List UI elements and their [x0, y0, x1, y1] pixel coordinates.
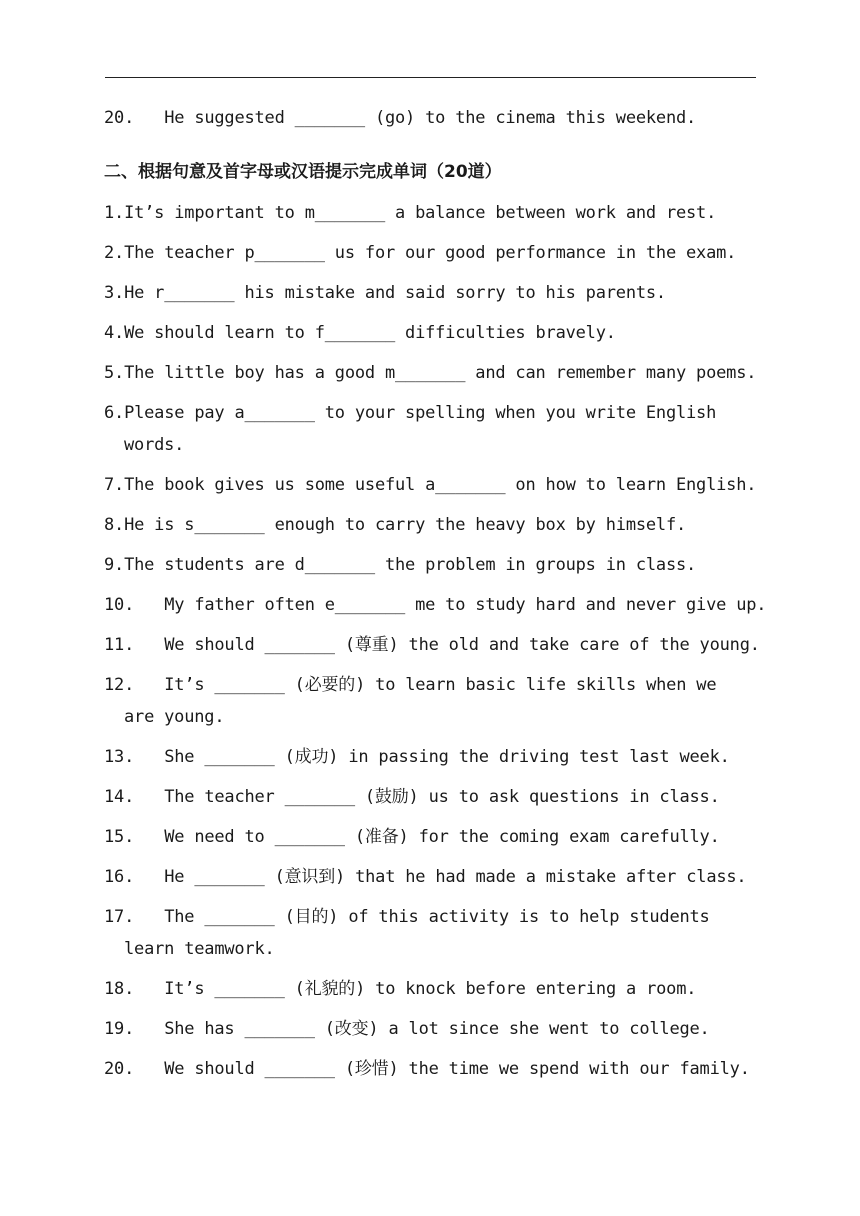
list-item-continuation: learn teamwork. — [124, 939, 275, 959]
list-item: 9.The students are d_______ the problem in groups in class. — [104, 555, 697, 575]
list-item: 3.He r_______ his mistake and said sorry to his parents. — [104, 283, 666, 303]
list-item-continuation: are young. — [124, 707, 225, 727]
pre-item: 20. He suggested _______ (go) to the cinema this weekend. — [104, 108, 697, 128]
list-item: 14. The teacher _______ (鼓励) us to ask questions in class. — [104, 787, 720, 807]
list-item: 8.He is s_______ enough to carry the heavy box by himself. — [104, 515, 687, 535]
list-item: 17. The _______ (目的) of this activity is to help students — [104, 907, 710, 927]
list-item: 19. She has _______ (改变) a lot since she went to college. — [104, 1019, 710, 1039]
list-item: 5.The little boy has a good m_______ and can remember many poems. — [104, 363, 757, 383]
list-item: 4.We should learn to f_______ difficulties bravely. — [104, 323, 616, 343]
list-item: 7.The book gives us some useful a_______ on how to learn English. — [104, 475, 757, 495]
list-item-continuation: words. — [124, 435, 185, 455]
list-item: 16. He _______ (意识到) that he had made a mistake after class. — [104, 867, 747, 887]
list-item: 2.The teacher p_______ us for our good performance in the exam. — [104, 243, 737, 263]
list-item: 13. She _______ (成功) in passing the driving test last week. — [104, 747, 730, 767]
list-item: 11. We should _______ (尊重) the old and take care of the young. — [104, 635, 760, 655]
list-item: 1.It’s important to m_______ a balance between work and rest. — [104, 203, 717, 223]
list-item: 12. It’s _______ (必要的) to learn basic life skills when we — [104, 675, 717, 695]
list-item: 20. We should _______ (珍惜) the time we spend with our family. — [104, 1059, 750, 1079]
list-item: 15. We need to _______ (准备) for the coming exam carefully. — [104, 827, 720, 847]
header-rule — [105, 77, 756, 78]
section-heading: 二、根据句意及首字母或汉语提示完成单词（20道） — [104, 162, 502, 182]
list-item: 18. It’s _______ (礼貌的) to knock before entering a room. — [104, 979, 697, 999]
list-item: 10. My father often e_______ me to study hard and never give up. — [104, 595, 767, 615]
list-item: 6.Please pay a_______ to your spelling when you write English — [104, 403, 717, 423]
